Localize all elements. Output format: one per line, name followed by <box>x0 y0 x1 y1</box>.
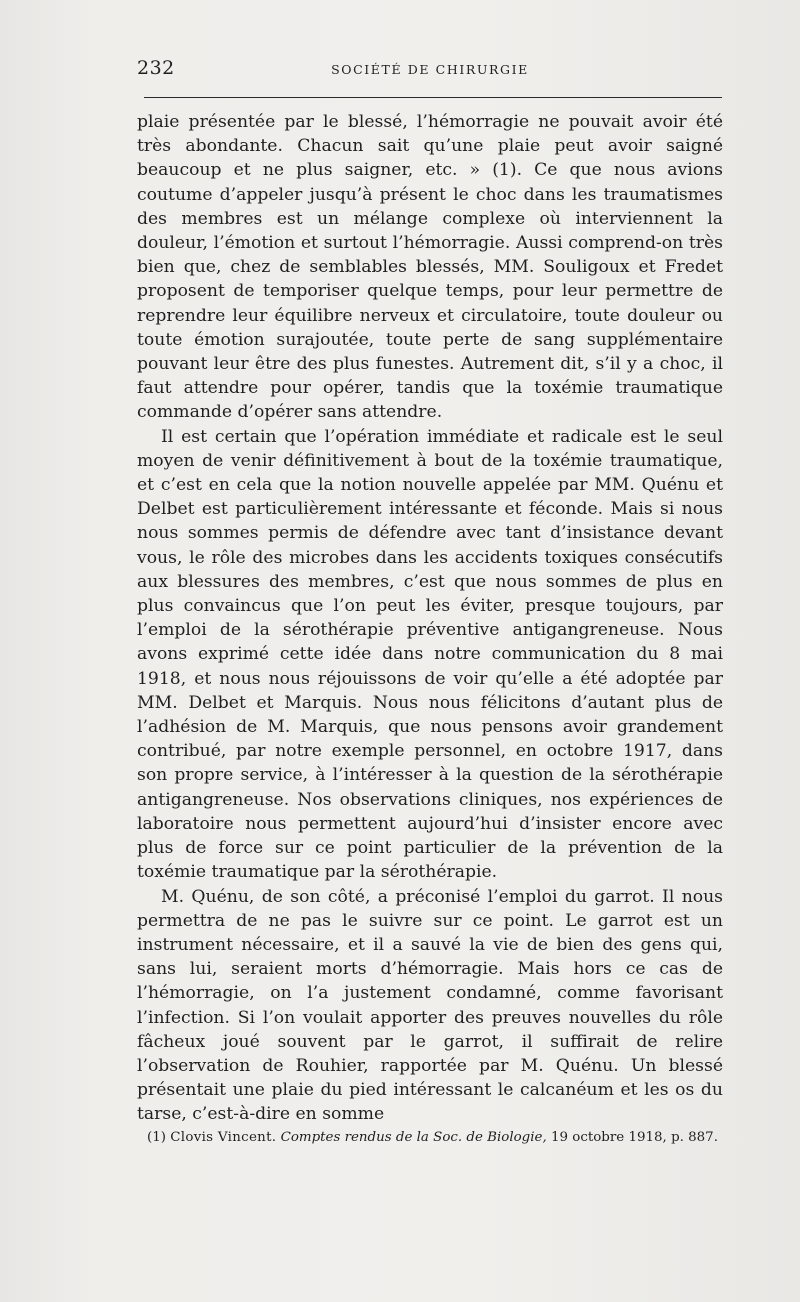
footnote-journal: Comptes rendus de la Soc. de Biologie, <box>280 1130 547 1145</box>
body-text <box>137 110 723 1127</box>
header-rule <box>144 97 722 98</box>
footnote-page: p. 887. <box>671 1130 718 1145</box>
footnote-marker: (1) <box>147 1130 166 1145</box>
page-header <box>137 57 723 87</box>
paragraph-continued: plaie présentée par le blessé, l’hémorragie ne pouvait avoir été très abondante. Chacun sait qu’une plaie peut avoir saigné beaucoup et ne plus saigner, etc. » (1). Ce que nous avions coutume d’appeler jusqu’à présent le choc dans les traumatismes des membres est un mélange complexe où interviennent la douleur, l’émotion et surtout l’hémorragie. Aussi comprend-on très bien que, chez de semblables blessés, MM. Souligoux et Fredet proposent de temporiser quelque temps, pour leur permettre de reprendre leur équilibre nerveux et circulatoire, toute douleur ou toute émotion surajoutée, toute perte de sang supplémentaire pouvant leur être des plus funestes. Autrement dit, s’il y a choc, il faut attendre pour opérer, tandis que la toxémie traumatique commande d’opérer sans attendre. <box>137 112 723 423</box>
footnote <box>137 1127 723 1148</box>
paragraph: Il est certain que l’opération immédiate et radicale est le seul moyen de venir définitivement à bout de la toxémie traumatique, et c’est en cela que la notion nouvelle appelée par MM. Quénu et Delbet est particulièrement intéressante et féconde. Mais si nous nous sommes permis de défendre avec tant d’insistance devant vous, le rôle des microbes dans les accidents toxiques consécutifs aux blessures des membres, c’est que nous sommes de plus en plus convaincus que l’on peut les éviter, presque toujours, par l’emploi de la sérothérapie préventive antigangreneuse. Nous avons exprimé cette idée dans notre communication du 8 mai 1918, et nous nous réjouissons de voir qu’elle a été adoptée par MM. Delbet et Marquis. Nous nous félicitons d’autant plus de l’adhésion de M. Marquis, que nous pensons avoir grandement contribué, par notre exemple personnel, en octobre 1917, dans son propre service, à l’intéresser à la question de la sérothérapie antigangreneuse. Nos observations cliniques, nos expériences de laboratoire nous permettent aujourd’hui d’insister encore avec plus de force sur ce point particulier de la prévention de la toxémie traumatique par la sérothérapie. <box>137 426 723 883</box>
footnote-date: 19 octobre 1918, <box>551 1130 667 1145</box>
running-title: SOCIÉTÉ DE CHIRURGIE <box>331 62 529 77</box>
footnote-author: Clovis Vincent. <box>170 1130 277 1145</box>
page-number: 232 <box>137 57 175 79</box>
paragraph: M. Quénu, de son côté, a préconisé l’emploi du garrot. Il nous permettra de ne pas le suivre sur ce point. Le garrot est un instrument nécessaire, et il a sauvé la vie de bien des gens qui, sans lui, seraient morts d’hémorragie. Mais hors ce cas de l’hémorragie, on l’a justement condamné, comme favorisant l’infection. Si l’on voulait apporter des preuves nouvelles du rôle fâcheux joué souvent par le garrot, il suffirait de relire l’observation de Rouhier, rapportée par M. Quénu. Un blessé présentait une plaie du pied intéressant le calcanéum et les os du tarse, c’est-à-dire en somme <box>137 886 723 1125</box>
